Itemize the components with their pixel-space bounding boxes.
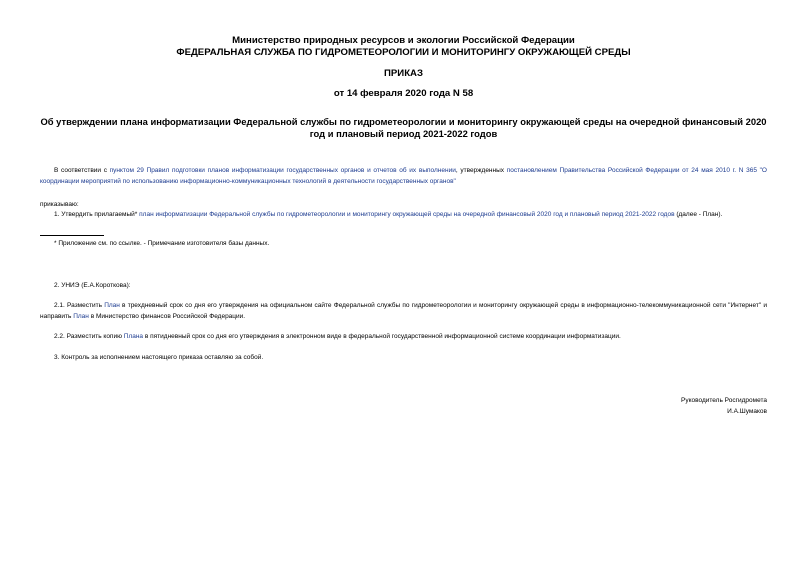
paragraph-item-1	[40, 209, 767, 220]
link-informatization-plan[interactable]: план информатизации Федеральной службы по гидрометеорологии и мониторингу окружающей среды на очередной финансовый 2020 год и плановый период 2021-2022 годов	[139, 211, 675, 218]
link-plan[interactable]: План	[104, 302, 120, 309]
link-rules-item-29[interactable]: пунктом 29 Правил подготовки планов информатизации государственных органов и отчетов об их выполнении	[109, 167, 456, 174]
paragraph-order-word: приказываю:	[40, 201, 79, 208]
paragraph-item-2-2	[40, 331, 767, 342]
text: в пятидневный срок со дня его утверждения в электронном виде в федеральной государственной информационной системе координации информатизации.	[143, 333, 621, 340]
link-government-decree[interactable]: постановлением Правительства Российской Федерации от 24 мая 2010 г. N 365 "О координации мероприятий по использованию информационно-коммуникационных технологий в деятельности государственных органов"	[40, 167, 767, 185]
text: 1. Утвердить прилагаемый*	[54, 211, 140, 218]
document-title: Об утверждении плана информатизации Федеральной службы по гидрометеорологии и мониторингу окружающей среды на очередной финансовый 2020 год и плановый период 2021-2022 годов	[40, 116, 767, 139]
text: 2.1. Разместить	[54, 302, 105, 309]
paragraph-preamble	[40, 165, 767, 187]
signature-name: И.А.Шумаков	[727, 408, 767, 415]
link-plan-copy[interactable]: Плана	[123, 333, 144, 340]
text: , утвержденных	[455, 167, 507, 174]
date-number-heading: от 14 февраля 2020 года N 58	[333, 88, 474, 99]
text: в Министерство финансов Российской Федерации.	[88, 313, 246, 320]
text: 2.2. Разместить копию	[54, 333, 124, 340]
text: в трехдневный срок со дня его утверждения на официальном сайте Федеральной службы по гидрометеорологии и мониторингу окружающей среды в информационно-телекоммуникационной сети "Интернет" и направить	[40, 302, 767, 320]
footnote-separator	[40, 235, 104, 236]
signature-position: Руководитель Росгидромета	[680, 397, 767, 404]
text: (далее - План).	[674, 211, 723, 218]
paragraph-item-2: 2. УНИЭ (Е.А.Короткова):	[54, 282, 131, 289]
footnote: * Приложение см. по ссылке. - Примечание изготовителя базы данных.	[54, 240, 270, 247]
paragraph-item-2-1	[40, 300, 767, 322]
service-heading: ФЕДЕРАЛЬНАЯ СЛУЖБА ПО ГИДРОМЕТЕОРОЛОГИИ И МОНИТОРИНГУ ОКРУЖАЮЩЕЙ СРЕДЫ	[176, 47, 631, 58]
link-plan-2[interactable]: План	[73, 313, 89, 320]
text: В соответствии с	[54, 167, 110, 174]
ministry-heading: Министерство природных ресурсов и экологии Российской Федерации	[232, 35, 575, 46]
paragraph-item-3: 3. Контроль за исполнением настоящего приказа оставляю за собой.	[54, 354, 264, 361]
doc-type-heading: ПРИКАЗ	[384, 68, 423, 79]
